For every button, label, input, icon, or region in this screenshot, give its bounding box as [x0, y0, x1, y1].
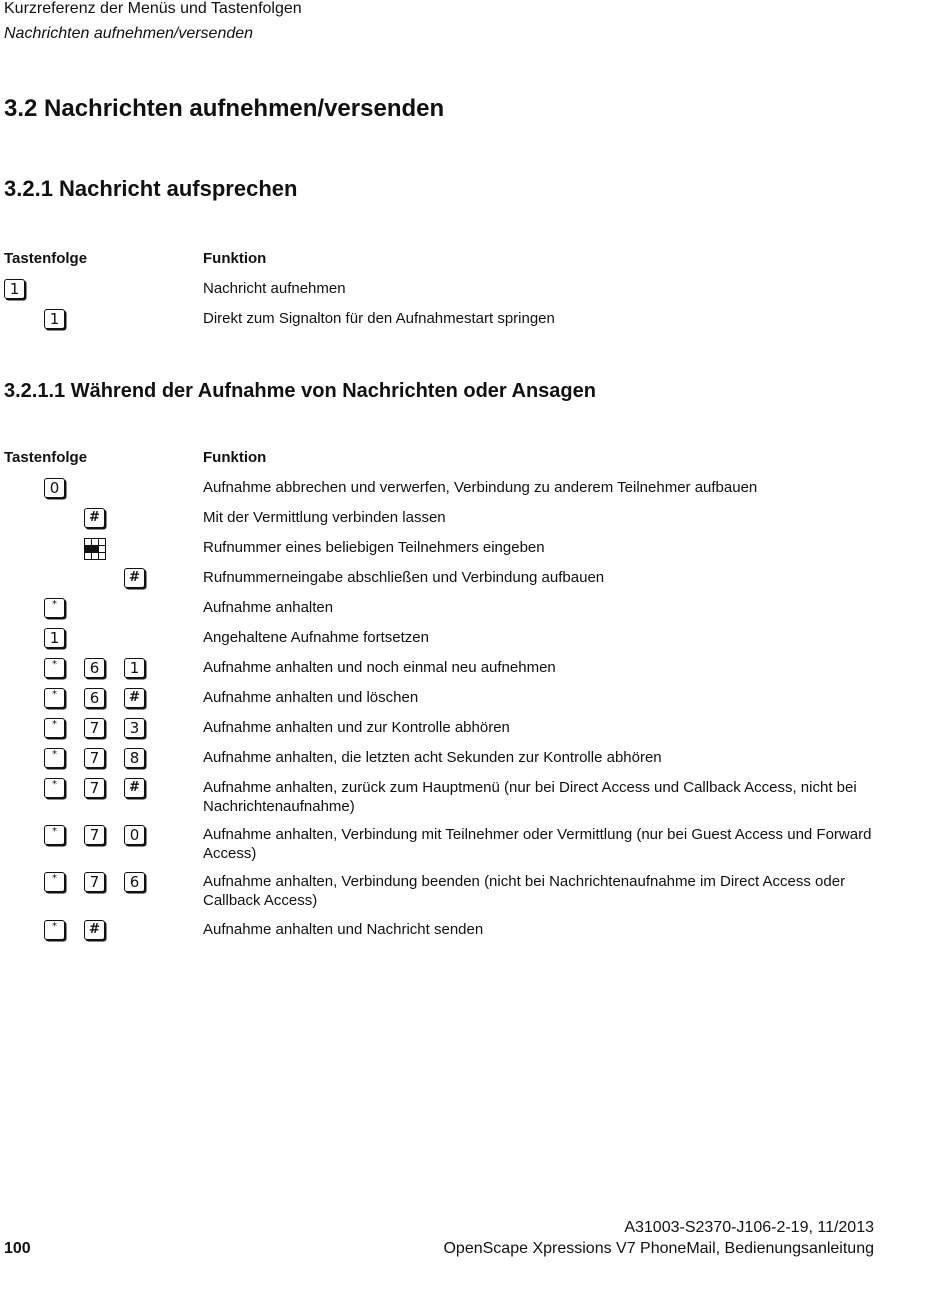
key-sequence [0, 568, 200, 592]
key-label: # [129, 690, 140, 705]
key-sequence [0, 478, 200, 502]
key-hash-icon [124, 778, 145, 798]
key-label: * [52, 778, 57, 790]
key-label: 3 [129, 719, 140, 737]
key-sequence [0, 825, 200, 849]
key-label: 7 [89, 719, 100, 737]
key-zero-icon [124, 825, 145, 845]
key-sequence [0, 718, 200, 742]
key-seven-icon [84, 872, 105, 892]
key-label: * [52, 825, 57, 837]
key-label: 1 [49, 310, 60, 328]
key-seven-icon [84, 778, 105, 798]
function-description: Aufnahme anhalten und löschen [203, 689, 419, 706]
key-label: 7 [89, 749, 100, 767]
key-star-icon [44, 718, 65, 738]
key-label: * [52, 920, 57, 932]
function-description: Rufnummerneingabe abschließen und Verbindung aufbauen [203, 569, 605, 586]
key-hash-icon [84, 920, 105, 940]
keypad-icon [84, 538, 105, 559]
key-sequence [0, 508, 200, 532]
key-star-icon [44, 778, 65, 798]
key-label: * [52, 688, 57, 700]
function-description: Aufnahme anhalten, Verbindung mit Teilnehmer oder Vermittlung (nur bei Guest Access und Forward Access) [203, 826, 872, 862]
key-star-icon [44, 598, 65, 618]
footer-page-number: 100 [4, 1240, 31, 1257]
key-zero-icon [44, 478, 65, 498]
key-sequence [0, 748, 200, 772]
key-sequence [0, 872, 200, 896]
key-label: 1 [129, 659, 140, 677]
function-description: Aufnahme anhalten und Nachricht senden [203, 921, 484, 938]
key-sequence [0, 538, 200, 562]
key-sequence [0, 778, 200, 802]
key-seven-icon [84, 825, 105, 845]
key-star-icon [44, 658, 65, 678]
key-six-icon [84, 688, 105, 708]
key-three-icon [124, 718, 145, 738]
key-label: # [129, 780, 140, 795]
key-label: # [89, 922, 100, 937]
key-star-icon [44, 748, 65, 768]
key-label: 8 [129, 749, 140, 767]
key-one-icon [44, 309, 65, 329]
function-description: Angehaltene Aufnahme fortsetzen [203, 629, 429, 646]
key-sequence [0, 658, 200, 682]
function-description: Aufnahme anhalten, Verbindung beenden (nicht bei Nachrichtenaufnahme im Direct Access oder Callback Access) [203, 873, 846, 909]
key-label: 6 [129, 873, 140, 891]
key-label: * [52, 718, 57, 730]
key-eight-icon [124, 748, 145, 768]
key-label: * [52, 658, 57, 670]
key-label: 1 [49, 629, 60, 647]
column-header-function: Funktion [203, 449, 267, 466]
header-title: Kurzreferenz der Menüs und Tastenfolgen [4, 0, 302, 17]
header-subtitle: Nachrichten aufnehmen/versenden [4, 25, 254, 42]
function-description: Aufnahme anhalten, die letzten acht Sekunden zur Kontrolle abhören [203, 749, 662, 766]
key-star-icon [44, 825, 65, 845]
key-star-icon [44, 688, 65, 708]
key-six-icon [84, 658, 105, 678]
function-description: Aufnahme abbrechen und verwerfen, Verbindung zu anderem Teilnehmer aufbauen [203, 479, 758, 496]
key-seven-icon [84, 748, 105, 768]
footer-product: OpenScape Xpressions V7 PhoneMail, Bedienungsanleitung [443, 1240, 874, 1257]
key-star-icon [44, 920, 65, 940]
key-label: 7 [89, 826, 100, 844]
key-label: 6 [89, 689, 100, 707]
function-description: Mit der Vermittlung verbinden lassen [203, 509, 446, 526]
key-hash-icon [124, 688, 145, 708]
key-star-icon [44, 872, 65, 892]
subsubsection-heading: 3.2.1.1 Während der Aufnahme von Nachrichten oder Ansagen [4, 380, 596, 402]
key-label: 0 [49, 479, 60, 497]
key-label: * [52, 872, 57, 884]
function-description: Aufnahme anhalten und zur Kontrolle abhören [203, 719, 510, 736]
key-one-icon [44, 628, 65, 648]
key-one-icon [124, 658, 145, 678]
key-one-icon [4, 279, 25, 299]
column-header-keys: Tastenfolge [4, 449, 88, 466]
section-heading: 3.2 Nachrichten aufnehmen/versenden [4, 95, 445, 122]
key-seven-icon [84, 718, 105, 738]
key-hash-icon [84, 508, 105, 528]
key-sequence [0, 628, 200, 652]
function-description: Aufnahme anhalten, zurück zum Hauptmenü (nur bei Direct Access und Callback Access, nicht bei Nachrichtenaufnahme) [203, 779, 857, 815]
key-label: # [129, 570, 140, 585]
column-header-keys: Tastenfolge [4, 250, 88, 267]
function-description: Nachricht aufnehmen [203, 280, 346, 297]
key-label: * [52, 748, 57, 760]
key-sequence [0, 598, 200, 622]
function-description: Aufnahme anhalten [203, 599, 334, 616]
function-description: Direkt zum Signalton für den Aufnahmestart springen [203, 310, 555, 327]
footer-doc-code: A31003-S2370-J106-2-19, 11/2013 [624, 1219, 874, 1236]
key-six-icon [124, 872, 145, 892]
key-hash-icon [124, 568, 145, 588]
key-sequence [0, 309, 200, 333]
key-sequence [0, 279, 200, 303]
key-label: # [89, 510, 100, 525]
key-label: 1 [9, 280, 20, 298]
key-label: 7 [89, 779, 100, 797]
key-sequence [0, 688, 200, 712]
key-label: * [52, 598, 57, 610]
subsection-heading: 3.2.1 Nachricht aufsprechen [4, 176, 298, 201]
column-header-function: Funktion [203, 250, 267, 267]
key-sequence [0, 920, 200, 944]
function-description: Rufnummer eines beliebigen Teilnehmers eingeben [203, 539, 545, 556]
key-label: 0 [129, 826, 140, 844]
key-label: 6 [89, 659, 100, 677]
function-description: Aufnahme anhalten und noch einmal neu aufnehmen [203, 659, 556, 676]
key-label: 7 [89, 873, 100, 891]
